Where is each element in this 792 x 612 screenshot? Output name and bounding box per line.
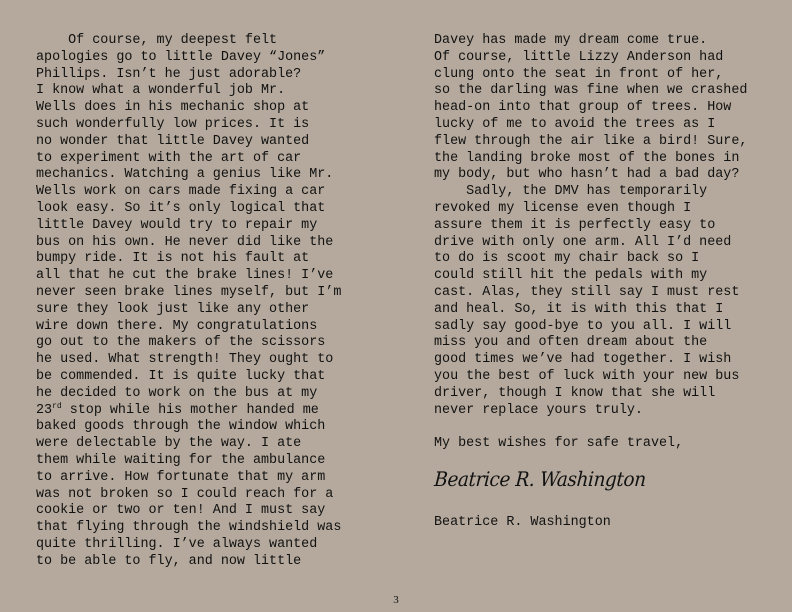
- printed-name: Beatrice R. Washington: [434, 514, 611, 530]
- right-text-line: so the darling was fine when we crashed: [434, 83, 748, 99]
- right-column-text: [434, 33, 779, 419]
- right-text-line: my body, but who hasn’t had a bad day?: [434, 167, 740, 183]
- left-text-line: be commended. It is quite lucky that: [36, 368, 326, 384]
- blank-line: [434, 419, 779, 436]
- ordinal-suffix: rd: [52, 401, 62, 411]
- right-text-line: to do is scoot my chair back so I: [434, 251, 700, 267]
- right-text-line: and heal. So, it is with this that I: [434, 301, 724, 317]
- left-text-line: to arrive. How fortunate that my arm: [36, 469, 326, 485]
- right-text-line: lucky of me to avoid the trees as I: [434, 116, 716, 132]
- left-text-line: cookie or two or ten! And I must say: [36, 503, 326, 519]
- right-text-line: drive with only one arm. All I’d need: [434, 234, 732, 250]
- left-text-line: was not broken so I could reach for a: [36, 486, 334, 502]
- right-text-line: the landing broke most of the bones in: [434, 150, 740, 166]
- left-text-line: baked goods through the window which: [36, 419, 326, 435]
- left-text-line: 23rd stop while his mother handed me: [36, 401, 319, 418]
- left-text-line: to be able to fly, and now little: [36, 553, 302, 569]
- left-text-line: he used. What strength! They ought to: [36, 352, 334, 368]
- left-column: [36, 33, 381, 571]
- left-text-line: sure they look just like any other: [36, 301, 310, 317]
- left-text-line: no wonder that little Davey wanted: [36, 133, 310, 149]
- left-text-line: Wells does in his mechanic shop at: [36, 100, 310, 116]
- left-text-line: he decided to work on the bus at my: [36, 385, 318, 401]
- right-text-line: sadly say good-bye to you all. I will: [434, 318, 732, 334]
- left-text-line: Wells work on cars made fixing a car: [36, 184, 326, 200]
- left-text-line: were delectable by the way. I ate: [36, 436, 302, 452]
- right-text-line: revoked my license even though I: [434, 200, 692, 216]
- right-text-line: assure them it is perfectly easy to: [434, 217, 716, 233]
- page-number: 3: [393, 594, 399, 606]
- left-text-line: look easy. So it’s only logical that: [36, 200, 326, 216]
- left-text-line: never seen brake lines myself, but I’m: [36, 284, 342, 300]
- left-text-line: bus on his own. He never did like the: [36, 234, 334, 250]
- right-text-line: clung onto the seat in front of her,: [434, 66, 724, 82]
- right-text-line: miss you and often dream about the: [434, 335, 708, 351]
- closing-line: My best wishes for safe travel,: [434, 436, 684, 452]
- right-text-line: you the best of luck with your new bus: [434, 368, 740, 384]
- right-column: [434, 33, 779, 532]
- right-text-line: good times we’ve had together. I wish: [434, 352, 732, 368]
- left-text-line: quite thrilling. I’ve always wanted: [36, 536, 318, 552]
- right-text-line: driver, though I know that she will: [434, 385, 716, 401]
- left-text-line: bumpy ride. It is not his fault at: [36, 251, 310, 267]
- left-text-line: to experiment with the art of car: [36, 150, 302, 166]
- right-text-line: head-on into that group of trees. How: [434, 100, 732, 116]
- right-text-line: cast. Alas, they still say I must rest: [434, 284, 740, 300]
- right-text-line: Davey has made my dream come true.: [434, 33, 708, 48]
- left-text-line: go out to the makers of the scissors: [36, 335, 326, 351]
- left-text-line: apologies go to little Davey “Jones”: [36, 49, 326, 65]
- right-text-line: Of course, little Lizzy Anderson had: [434, 49, 724, 65]
- handwritten-signature: Beatrice R. Washington: [433, 466, 647, 491]
- left-text-line: that flying through the windshield was: [36, 520, 342, 536]
- left-text-line: little Davey would try to repair my: [36, 217, 318, 233]
- left-text-line: all that he cut the brake lines! I’ve: [36, 268, 334, 284]
- left-text-line: them while waiting for the ambulance: [36, 452, 326, 468]
- left-text-line: wire down there. My congratulations: [36, 318, 318, 334]
- right-text-line: never replace yours truly.: [434, 402, 643, 418]
- left-text-line: such wonderfully low prices. It is: [36, 116, 310, 132]
- right-text-line: flew through the air like a bird! Sure,: [434, 133, 748, 149]
- right-text-line: could still hit the pedals with my: [434, 268, 708, 284]
- left-text-line: Of course, my deepest felt: [36, 33, 278, 48]
- left-text-line: Phillips. Isn’t he just adorable?: [36, 66, 302, 82]
- left-text-line: mechanics. Watching a genius like Mr.: [36, 167, 334, 183]
- left-text-line: I know what a wonderful job Mr.: [36, 83, 286, 99]
- right-text-line: Sadly, the DMV has temporarily: [434, 184, 708, 200]
